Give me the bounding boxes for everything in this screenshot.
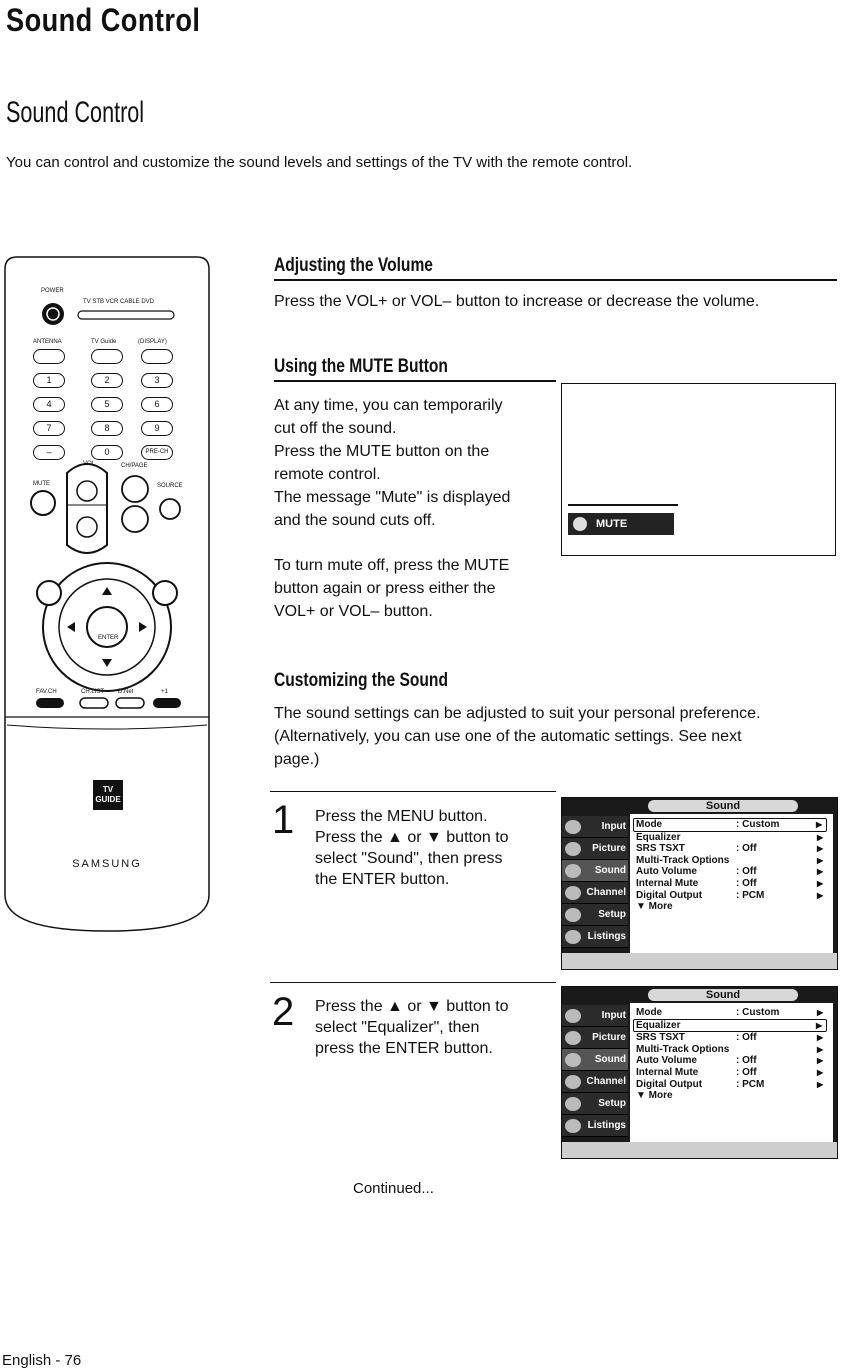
menu-row: Internal Mute : Off ▶ [636,1066,824,1078]
step1-rule [270,791,556,792]
menu-panel [630,1003,833,1142]
mute-rule [274,380,556,382]
menu-panel [630,814,833,953]
page-title: Sound Control [6,2,201,38]
antenna-label: ANTENNA [33,339,62,345]
listings-icon [565,930,581,944]
step2-rule [270,982,556,983]
vol-label: VOL [83,461,96,467]
setup-icon [565,908,581,922]
key-9: 9 [141,421,173,436]
sound-menu-screen-1 [561,797,838,970]
menu-footer [562,1142,837,1158]
menu-row: SRS TSXT : Off ▶ [636,843,824,855]
step2-number: 2 [272,990,295,1034]
key-0: 0 [91,445,123,460]
picture-icon [565,1031,581,1045]
channel-icon [565,886,581,900]
tab-sound: Sound [562,860,628,882]
intro-text: You can control and customize the sound levels and settings of the TV with the remote control. [6,154,633,171]
input-icon [565,820,581,834]
menu-header: Sound [648,989,798,1001]
volume-text: Press the VOL+ or VOL– button to increase or decrease the volume. [274,293,760,310]
chlist-label: CH.LIST [81,689,105,695]
key-4: 4 [33,397,65,412]
tab-channel: Channel [562,882,628,904]
step2-text: Press the ▲ or ▼ button to select "Equalizer", then press the ENTER button. [315,998,509,1057]
source-label: SOURCE [157,483,183,489]
key-8: 8 [91,421,123,436]
menu-header: Sound [648,800,798,812]
step1-text: Press the MENU button. Press the ▲ or ▼ button to select "Sound", then press the ENTER button. [315,808,509,888]
page-number: English - 76 [2,1352,82,1369]
volume-heading: Adjusting the Volume [274,255,433,276]
antenna-button [33,349,65,364]
picture-icon [565,842,581,856]
menu-row: Auto Volume : Off ▶ [636,1055,824,1067]
tab-setup: Setup [562,904,628,926]
sound-icon [565,864,581,878]
section-title: Sound Control [6,96,145,129]
sound-menu-screen-2 [561,986,838,1159]
continued-text: Continued... [353,1180,434,1197]
tvguide-logo: TV GUIDE [95,785,121,804]
display-label: (DISPLAY) [138,339,167,345]
tab-input: Input [562,1005,628,1027]
menu-row: ▼ More [636,901,673,913]
menu-row: Digital Output : PCM ▶ [636,1078,824,1090]
key-2: 2 [91,373,123,388]
plus1-label: +1 [161,689,168,695]
input-icon [565,1009,581,1023]
menu-tabs [562,816,628,948]
menu-row: Digital Output : PCM ▶ [636,889,824,901]
tvguide-label: TV Guide [91,339,117,345]
power-label: POWER [41,288,64,294]
key-6: 6 [141,397,173,412]
menu-row: Equalizer ▶ [636,831,824,843]
setup-icon [565,1097,581,1111]
mode-labels: TV STB VCR CABLE DVD [83,299,155,305]
sound-icon [565,1053,581,1067]
menu-row: Multi-Track Options ▶ [636,1043,824,1055]
volume-rule [274,279,837,281]
key-dash: – [33,445,65,460]
dnet-label: D.Net [118,689,134,695]
tvguide-button [91,349,123,364]
key-7: 7 [33,421,65,436]
menu-row: SRS TSXT : Off ▶ [636,1032,824,1044]
key-5: 5 [91,397,123,412]
mute-speaker-icon [573,517,587,531]
mute-heading: Using the MUTE Button [274,356,448,377]
tab-listings: Listings [562,926,628,948]
menu-row: Mode : Custom ▶ [633,818,827,832]
menu-footer [562,953,837,969]
mute-label: MUTE [33,481,50,487]
key-3: 3 [141,373,173,388]
tab-picture: Picture [562,1027,628,1049]
display-button [141,349,173,364]
menu-row: ▼ More [636,1090,673,1102]
osd-rule [568,504,678,506]
menu-row: Auto Volume : Off ▶ [636,866,824,878]
menu-tabs [562,1005,628,1137]
menu-row: Mode : Custom ▶ [636,1007,824,1018]
ch-label: CH/PAGE [121,463,148,469]
tab-channel: Channel [562,1071,628,1093]
tab-listings: Listings [562,1115,628,1137]
mute-osd: MUTE [568,513,674,535]
channel-icon [565,1075,581,1089]
tab-setup: Setup [562,1093,628,1115]
mute-text: At any time, you can temporarily cut off the sound. Press the MUTE button on the remote control. The message "Mute" is displayed and the sound cuts off. [274,397,511,529]
tab-input: Input [562,816,628,838]
tab-sound: Sound [562,1049,628,1071]
remote-control-illustration [3,255,211,933]
enter-label: ENTER [98,635,119,641]
favch-label: FAV.CH [36,689,57,695]
menu-row: Equalizer ▶ [633,1019,827,1033]
key-prech: PRE-CH [141,445,173,460]
mute-screen-illustration [561,383,836,556]
listings-icon [565,1119,581,1133]
step1-number: 1 [272,798,295,842]
menu-row: Internal Mute : Off ▶ [636,877,824,889]
customize-heading: Customizing the Sound [274,670,448,691]
brand-logo: SAMSUNG [72,858,142,870]
menu-row: Multi-Track Options ▶ [636,854,824,866]
mute-off-text: To turn mute off, press the MUTE button again or press either the VOL+ or VOL– button. [274,557,510,620]
tab-picture: Picture [562,838,628,860]
customize-text: The sound settings can be adjusted to suit your personal preference. (Alternatively, you can use one of the automatic settings. See next page.) [274,705,761,768]
key-1: 1 [33,373,65,388]
